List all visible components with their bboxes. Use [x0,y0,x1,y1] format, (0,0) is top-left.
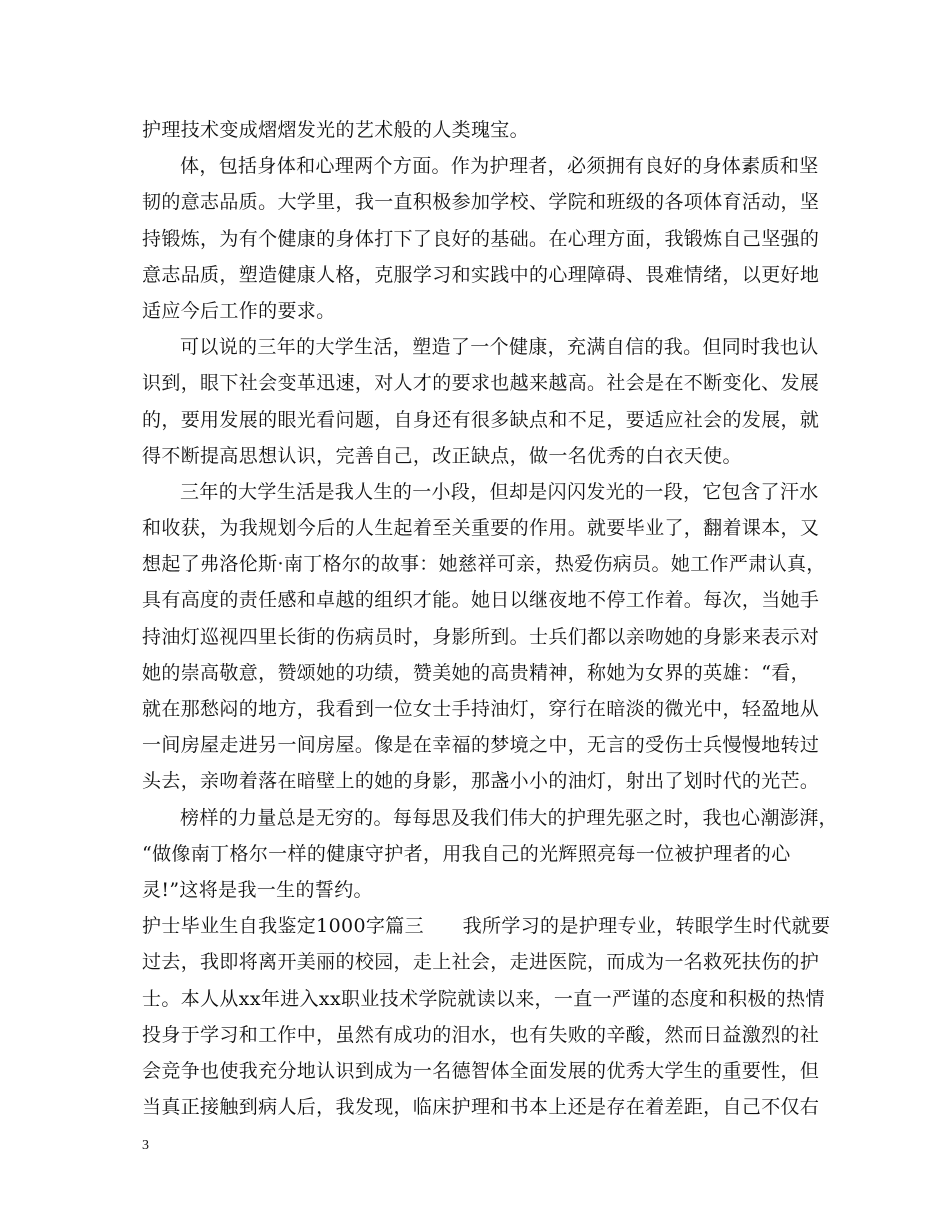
text-line: 和收获，为我规划今后的人生起着至关重要的作用。就要毕业了，翻着课本，又 [142,517,820,540]
text-line: 一间房屋走进另一间房屋。像是在幸福的梦境之中，无言的受伤士兵慢慢地转过 [142,734,820,757]
text-line: 三年的大学生活是我人生的一小段，但却是闪闪发光的一段，它包含了汗水 [180,480,819,503]
text-line: 适应今后工作的要求。 [142,299,336,322]
text-line: 体，包括身体和心理两个方面。作为护理者，必须拥有良好的身体素质和坚 [180,155,819,178]
text-line: 她的崇高敬意，赞颂她的功绩，赞美她的高贵精神，称她为女界的英雄：“看， [142,661,810,684]
text-line: 头去，亲吻着落在暗壁上的她的身影，那盏小小的油灯，射出了划时代的光芒。 [142,770,820,793]
text-line: 当真正接触到病人后，我发现，临床护理和书本上还是存在着差距，自己不仅右 [142,1096,820,1119]
page-number: 3 [142,1138,149,1153]
text-line: 持油灯巡视四里长街的伤病员时，身影所到。士兵们都以亲吻她的身影来表示对 [142,625,820,648]
text-line: 意志品质，塑造健康人格，克服学习和实践中的心理障碍、畏难情绪，以更好地 [142,263,820,286]
text-line: 就在那愁闷的地方，我看到一位女士手持油灯，穿行在暗淡的微光中，轻盈地从 [142,698,820,720]
text-line: 过去，我即将离开美丽的校园，走上社会，走进医院，而成为一名救死扶伤的护 [142,951,820,974]
text-line: 的，要用发展的眼光看问题，自身还有很多缺点和不足，要适应社会的发展，就 [142,408,820,431]
text-line: 具有高度的责任感和卓越的组织才能。她日以继夜地不停工作着。每次，当她手 [142,589,820,612]
text-line: 想起了弗洛伦斯·南丁格尔的故事：她慈祥可亲，热爱伤病员。她工作严肃认真， [142,553,826,576]
text-line: 得不断提高思想认识，完善自己，改正缺点，做一名优秀的白衣天使。 [142,444,742,467]
text-line: 识到，眼下社会变革迅速，对人才的要求也越来越高。社会是在不断变化、发展 [142,372,820,395]
text-line: 护理技术变成熠熠发光的艺术般的人类瑰宝。 [142,119,530,141]
text-line: 可以说的三年的大学生活，塑造了一个健康，充满自信的我。但同时我也认 [180,336,819,359]
text-line: 护士毕业生自我鉴定1000字篇三 我所学习的是护理专业，转眼学生时代就要 [142,915,831,938]
text-line: 士。本人从xx年进入xx职业技术学院就读以来，一直一严谨的态度和积极的热情 [142,987,825,1010]
text-line: 投身于学习和工作中，虽然有成功的泪水，也有失败的辛酸，然而日益激烈的社 [142,1023,820,1046]
text-line: 韧的意志品质。大学里，我一直积极参加学校、学院和班级的各项体育活动，坚 [142,191,820,214]
text-line: 会竞争也使我充分地认识到成为一名德智体全面发展的优秀大学生的重要性，但 [142,1059,820,1082]
body-text [142,112,838,1125]
text-line: 灵!”这将是我一生的誓约。 [142,878,373,901]
text-line: 持锻炼，为有个健康的身体打下了良好的基础。在心理方面，我锻炼自己坚强的 [142,227,820,250]
text-line: “做像南丁格尔一样的健康守护者，用我自己的光辉照亮每一位被护理者的心 [142,842,791,865]
text-line: 榜样的力量总是无穷的。每每思及我们伟大的护理先驱之时，我也心潮澎湃， [180,806,838,829]
